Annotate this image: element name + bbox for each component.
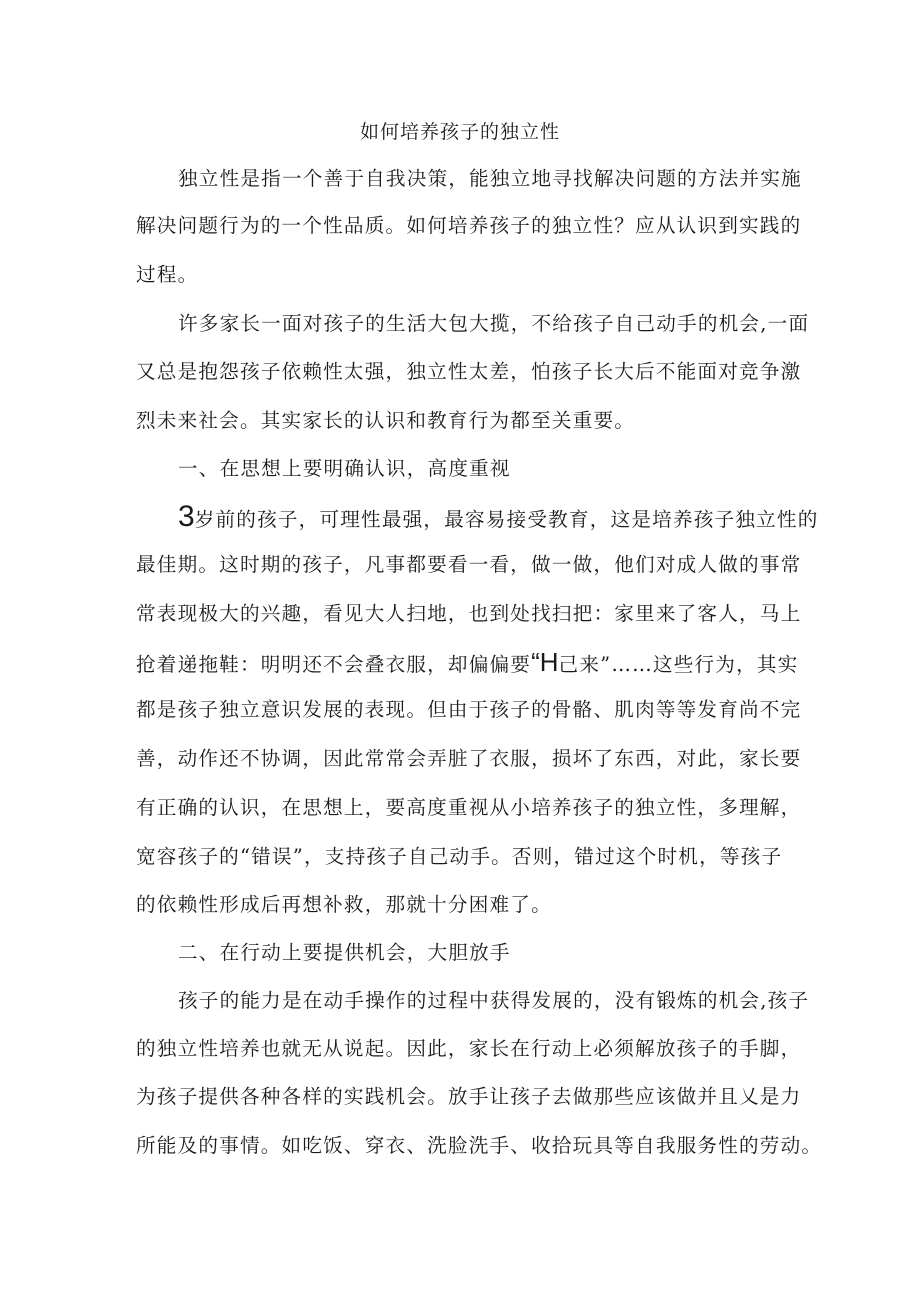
line-text: 岁前的孩子，可理性最强，最容易接受教育，这是培养孩子独立性的 xyxy=(194,508,819,531)
paragraph-line: 又总是抱怨孩子依赖性太强，独立性太差，怕孩子长大后不能面对竞争激 xyxy=(136,360,802,383)
paragraph-line: 有正确的认识，在思想上，要高度重视从小培养孩子的独立性，多理解， xyxy=(136,796,802,819)
paragraph-line: 的独立性培养也就无从说起。因此，家长在行动上必须解放孩子的手脚， xyxy=(136,1037,802,1060)
paragraph-line: 解决问题行为的一个性品质。如何培养孩子的独立性？应从认识到实践的 xyxy=(136,214,802,237)
paragraph-line: 最佳期。这时期的孩子，凡事都要看一看，做一做，他们对成人做的事常 xyxy=(136,553,802,576)
paragraph-line: 独立性是指一个善于自我决策，能独立地寻找解决问题的方法并实施 xyxy=(178,167,802,190)
paragraph-line: 的依赖性形成后再想补救，那就十分困难了。 xyxy=(136,893,552,916)
paragraph-line: 为孩子提供各种各样的实践机会。放手让孩子去做那些应该做并且乂是力 xyxy=(136,1085,802,1108)
large-numeral: 3 xyxy=(178,500,195,533)
paragraph-line xyxy=(136,647,799,677)
section-heading-1: 一、在思想上要明确认识，高度重视 xyxy=(178,457,511,480)
line-text: 己来”……这些行为，其实 xyxy=(558,653,799,676)
large-quote-letter: “H xyxy=(531,647,559,677)
paragraph-line: 常表现极大的兴趣，看见大人扫地，也到处找扫把：家里来了客人，马上 xyxy=(136,602,802,625)
paragraph-line: 孩子的能力是在动手操作的过程中获得发展的，没有锻炼的机会,孩子 xyxy=(178,989,810,1012)
paragraph-line xyxy=(178,500,819,533)
paragraph-line: 许多家长一面对孩子的生活大包大揽，不给孩子自己动手的机会,一面 xyxy=(178,312,810,335)
document-title: 如何培养孩子的独立性 xyxy=(359,121,560,143)
paragraph-line: 都是孩子独立意识发展的表现。但由于孩子的骨骼、肌肉等等发育尚不完 xyxy=(136,698,802,721)
line-text: 抢着递拖鞋：明明还不会叠衣服，却偏偏要 xyxy=(136,653,532,676)
paragraph-line: 宽容孩子的“错误”，支持孩子自己动手。否则，错过这个时机，等孩子 xyxy=(136,845,783,868)
paragraph-line: 善，动作还不协调，因此常常会弄脏了衣服，损坏了东西，对此，家长要 xyxy=(136,747,802,770)
section-heading-2: 二、在行动上要提供机会，大胆放手 xyxy=(178,941,511,964)
paragraph-line: 烈未来社会。其实家长的认识和教育行为都至关重要。 xyxy=(136,409,636,432)
paragraph-line: 所能及的事情。如吃饭、穿衣、洗脸洗手、收拾玩具等自我服务性的劳动。 xyxy=(136,1134,823,1157)
paragraph-line: 过程。 xyxy=(136,263,199,286)
